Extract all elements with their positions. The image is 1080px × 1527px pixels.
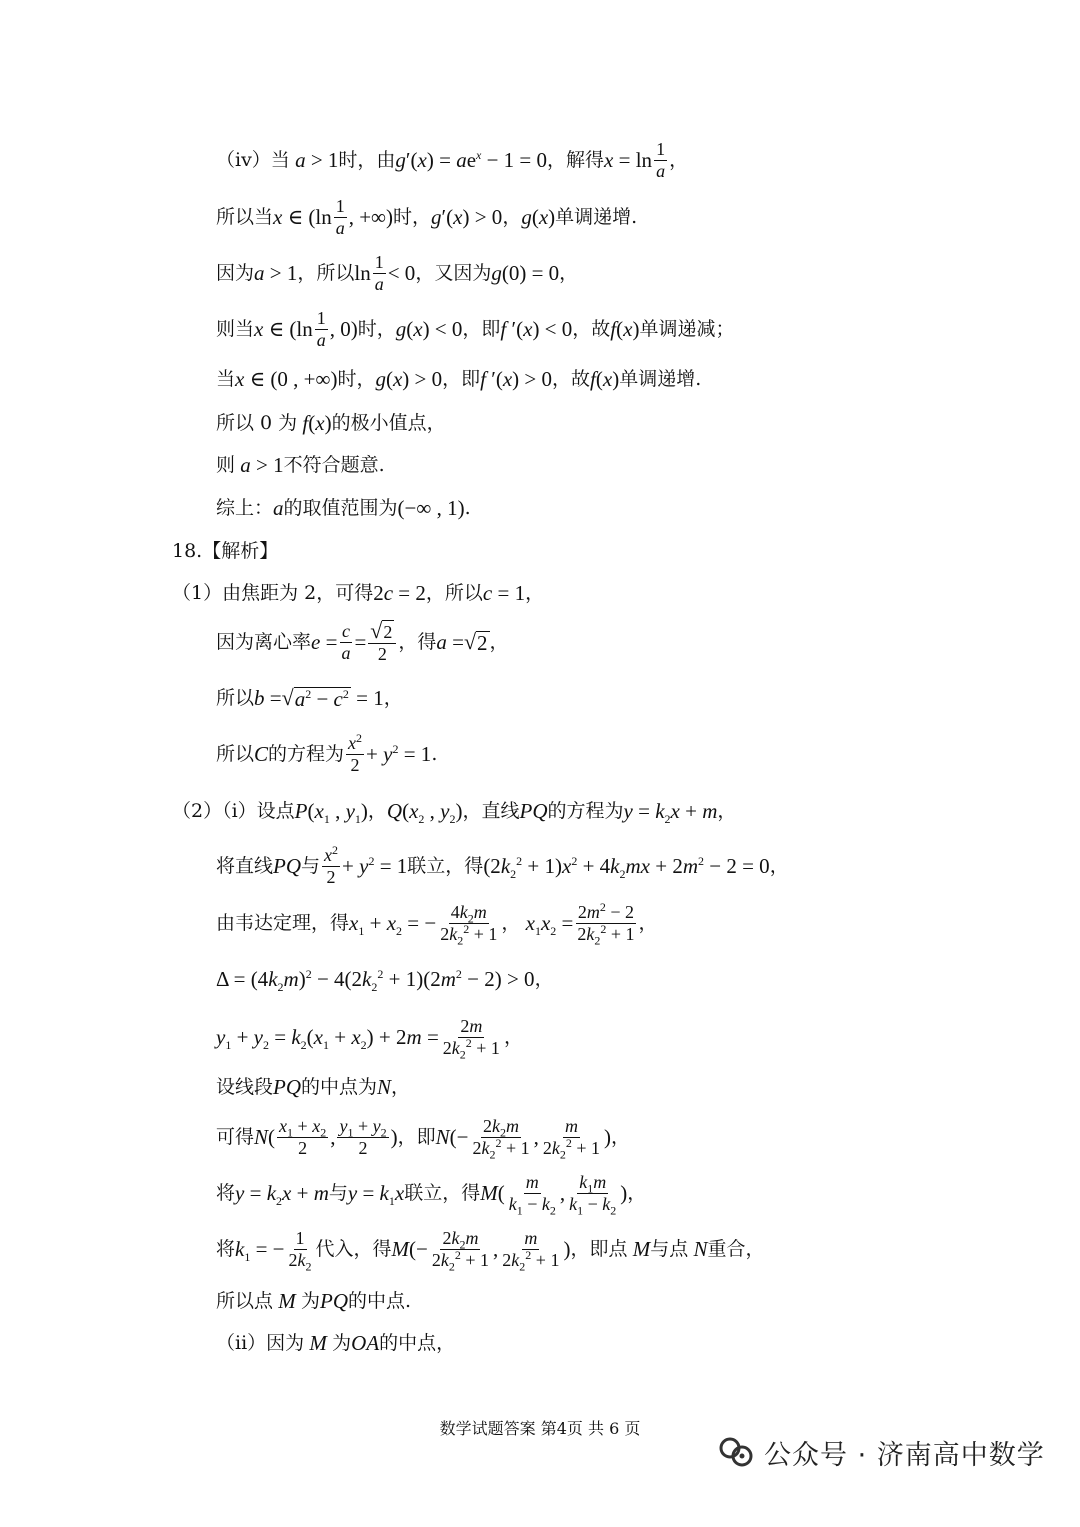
text-segment: ， <box>611 1125 631 1148</box>
fraction: $\frac{2m^2 - 2}{2k_2^2 + 1}$ <box>577 899 635 948</box>
text-segment: ， <box>503 1025 523 1048</box>
part-1-line-1 <box>172 580 544 606</box>
fraction: $\frac{4k_2m}{2k_2^2 + 1}$ <box>440 901 498 948</box>
math-inline: $x_1x_2$ = <box>525 910 574 938</box>
text-segment: ， <box>669 148 689 171</box>
part-2-line-4 <box>216 964 554 994</box>
wechat-watermark <box>716 1430 1045 1474</box>
text-segment: ，得 <box>398 630 437 653</box>
text-segment: 重合， <box>707 1237 765 1260</box>
fraction: $\frac{c}{a}$ <box>341 620 351 663</box>
text-segment: ， <box>534 967 554 990</box>
part-2-line-7 <box>216 1112 630 1162</box>
math-inline: $k_1$ = − <box>235 1236 285 1264</box>
text-segment: ，即点 <box>570 1237 628 1260</box>
math-inline: g(0) = 0 <box>491 260 560 285</box>
text-segment: 与点 <box>650 1237 689 1260</box>
part-2-line-6 <box>216 1074 410 1100</box>
math-inline: f ′(x) < 0 <box>500 316 573 341</box>
section-heading-text: 18.【解析】 <box>172 539 279 562</box>
math-inline: $(2k_2^2 + 1)x^2 + 4k_2mx + 2m^2 - 2 = 0$ <box>483 853 770 881</box>
math-inline: M <box>309 1330 327 1355</box>
math-inline: , <box>559 1180 566 1205</box>
text-segment: . <box>464 496 471 519</box>
line-2 <box>216 196 637 238</box>
text-segment: 的方程为 <box>268 742 345 765</box>
part-2-line-2 <box>216 842 789 890</box>
math-inline: $y = k_2x + m$ <box>235 1180 329 1208</box>
line-5 <box>216 366 701 392</box>
text-segment: 将 <box>216 1181 236 1204</box>
text-segment: 的中点. <box>348 1289 412 1312</box>
math-inline: , <box>493 1236 499 1261</box>
text-segment: 所以 <box>216 686 255 709</box>
math-inline: f(x) <box>590 366 620 391</box>
part-2-line-10 <box>216 1288 411 1314</box>
math-inline: a > 1 <box>240 452 284 477</box>
text-segment: 设线段 <box>216 1075 274 1098</box>
math-inline: f(x) <box>302 410 332 435</box>
math-inline: a > 1 <box>295 147 339 172</box>
math-inline: ) <box>620 1180 628 1205</box>
line-3 <box>216 252 578 294</box>
line-iv-case <box>216 140 688 180</box>
text-segment: 联立，得 <box>404 1181 481 1204</box>
text-segment: ， <box>627 1181 647 1204</box>
math-inline: , <box>330 1124 336 1149</box>
text-segment: ，即 <box>462 317 501 340</box>
text-segment: ， <box>717 799 737 822</box>
fraction: $\frac{k_1m}{k_1 - k_2}$ <box>569 1171 617 1218</box>
part-2-line-9 <box>216 1224 765 1274</box>
text-segment: 单调递减； <box>639 317 735 340</box>
text-segment: 当 <box>216 367 236 390</box>
page-footer: 数学试题答案 第4页 共 6 页 <box>439 1419 641 1438</box>
math-inline: PQ <box>320 1288 349 1313</box>
math-inline: x ∈ (0 , +∞) <box>235 366 338 391</box>
math-inline: ln <box>354 260 371 285</box>
sqrt: √ $a^2 - c^2$ <box>281 684 349 711</box>
text-segment: 的中点为 <box>301 1075 378 1098</box>
math-inline: ) <box>604 1124 612 1149</box>
math-inline: b = <box>254 685 282 710</box>
math-inline: f ′(x) > 0 <box>480 366 553 391</box>
text-segment: （iv）当 <box>216 148 290 171</box>
math-inline: $y = k_1x$ <box>347 1180 405 1208</box>
math-inline: N(− <box>435 1124 469 1149</box>
math-inline: a <box>273 495 284 520</box>
text-segment: ， <box>489 630 509 653</box>
math-inline: g′(x) > 0 <box>431 204 503 229</box>
fraction: $\frac{1}{a}$ <box>316 307 326 350</box>
fraction: $\frac{1}{a}$ <box>335 195 345 238</box>
math-inline: = <box>354 629 367 654</box>
text-segment: ， <box>501 911 521 934</box>
text-segment: 时， <box>393 205 432 228</box>
math-inline: x ∈ (ln <box>254 316 313 341</box>
math-inline: e = <box>311 629 338 654</box>
text-segment: ， <box>383 686 403 709</box>
math-inline: 2c = 2 <box>373 580 426 605</box>
math-inline: ) <box>390 1124 398 1149</box>
fraction: $\frac{x^2}{2}$ <box>348 730 363 775</box>
text-segment: ，直线 <box>462 799 520 822</box>
text-segment: 联立，得 <box>407 854 484 877</box>
math-inline: OA <box>351 1330 380 1355</box>
math-inline: $y_1 + y_2 = k_2(x_1 + x_2) + 2m$ = <box>216 1024 439 1052</box>
math-inline: M <box>278 1288 296 1313</box>
math-inline: + $y^2 = 1$ <box>366 741 432 766</box>
text-segment: ，即 <box>397 1125 436 1148</box>
fraction: $\frac{y_1 + y_2}{2}$ <box>339 1115 387 1158</box>
math-inline: a = <box>436 629 464 654</box>
text-segment: ， <box>525 581 545 604</box>
math-inline: M(− <box>391 1236 428 1261</box>
math-inline: PQ <box>273 1074 302 1099</box>
line-4 <box>216 308 734 350</box>
text-segment: 的方程为 <box>547 799 624 822</box>
text-segment: ，所以 <box>425 581 483 604</box>
math-inline: f(x) <box>610 316 640 341</box>
fraction: $\frac{x_1 + x_2}{2}$ <box>279 1115 327 1158</box>
math-inline: $y = k_2x + m$ <box>623 798 718 826</box>
text-segment: ，即 <box>442 367 481 390</box>
section-heading <box>172 538 278 564</box>
math-inline: N <box>693 1236 708 1261</box>
fraction: $\frac{2k_2m}{2k_2^2 + 1}$ <box>431 1227 490 1274</box>
math-inline: a > 1 <box>254 260 298 285</box>
math-inline: (−∞ , 1) <box>397 495 465 520</box>
math-inline: = 1 <box>350 685 384 710</box>
part-2-line-5 <box>216 1012 523 1062</box>
fraction: $\frac{1}{a}$ <box>656 138 666 181</box>
text-segment: 时， <box>357 317 396 340</box>
text-segment: ，故 <box>552 367 591 390</box>
text-segment: （2）（i）设点 <box>172 799 295 822</box>
text-segment: 所以 <box>216 742 255 765</box>
math-inline: $x_1 + x_2$ = − <box>349 910 437 938</box>
part-2-ii-line-1 <box>216 1330 455 1356</box>
math-inline: M <box>632 1236 651 1261</box>
math-inline: PQ <box>519 798 548 823</box>
math-inline: $Q(x_2$ , $y_2$) <box>386 798 463 826</box>
text-segment: 则当 <box>216 317 255 340</box>
text-segment: 与 <box>328 1181 348 1204</box>
text-segment: 单调递增. <box>619 367 702 390</box>
text-segment: ， <box>391 1075 411 1098</box>
fraction: $\frac{2k_2m}{2k_2^2 + 1}$ <box>472 1115 530 1162</box>
text-segment: ，解得 <box>547 148 605 171</box>
text-segment: 的极小值点， <box>331 411 446 434</box>
text-segment: ，所以 <box>297 261 355 284</box>
text-segment: 为 <box>301 1289 321 1312</box>
math-inline: , +∞) <box>348 204 394 229</box>
fraction: $\frac{m}{2k_2^2 + 1}$ <box>542 1115 601 1162</box>
math-inline: < 0 <box>387 260 416 285</box>
math-inline: $P(x_1$ , $y_1$) <box>294 798 368 826</box>
fraction: $\frac{m}{k_1 - k_2}$ <box>508 1171 556 1218</box>
math-inline: g(x) <box>521 204 556 229</box>
part-1-line-3 <box>216 682 403 714</box>
text-segment: 时， <box>337 367 376 390</box>
text-segment: 将直线 <box>216 854 274 877</box>
text-segment: ，故 <box>572 317 611 340</box>
text-segment: 综上： <box>216 496 274 519</box>
text-segment: 单调递增. <box>555 205 638 228</box>
text-segment: 时，由 <box>338 148 396 171</box>
part-2-line-8 <box>216 1168 646 1218</box>
text-segment: 与 <box>301 854 321 877</box>
part-1-line-2 <box>216 618 509 666</box>
fraction: $\frac{m}{2k_2^2 + 1}$ <box>502 1227 560 1274</box>
math-inline: PQ <box>273 853 302 878</box>
text-segment: ， <box>769 854 789 877</box>
text-segment: ， <box>559 261 579 284</box>
math-inline: , 0) <box>329 316 358 341</box>
text-segment: 因为离心率 <box>216 630 312 653</box>
text-segment: ，又因为 <box>415 261 492 284</box>
fraction: $\frac{2m}{2k_2^2 + 1}$ <box>442 1015 500 1062</box>
math-inline: , <box>533 1124 539 1149</box>
text-segment: 为 <box>332 1331 352 1354</box>
math-inline: $\Delta = (4k_2m)^2 - 4(2k_2^2 + 1)(2m^2 - 2) > 0$ <box>216 966 535 994</box>
text-segment: 所以当 <box>216 205 274 228</box>
text-segment: 可得 <box>216 1125 255 1148</box>
text-segment: （1）由焦距为 2，可得 <box>172 581 374 604</box>
text-segment: 因为 <box>216 261 255 284</box>
text-segment: 由韦达定理，得 <box>216 911 350 934</box>
text-segment: ， <box>502 205 522 228</box>
text-segment: 则 <box>216 453 236 476</box>
math-inline: x = ln <box>604 147 653 172</box>
line-7 <box>216 452 385 478</box>
part-1-line-4 <box>216 730 437 778</box>
math-inline: x ∈ (ln <box>273 204 332 229</box>
math-inline: M( <box>480 1180 505 1205</box>
sqrt: √ 2 <box>463 628 488 655</box>
math-inline: C <box>254 741 269 766</box>
text-segment: （ii）因为 <box>216 1331 305 1354</box>
text-segment: 不符合题意. <box>283 453 385 476</box>
math-inline: g(x) < 0 <box>395 316 463 341</box>
text-segment: 的取值范围为 <box>283 496 398 519</box>
math-inline: g(x) > 0 <box>375 366 443 391</box>
fraction: √ 2 2 <box>368 620 396 664</box>
text-segment: 代入，得 <box>315 1237 392 1260</box>
part-2-line-3 <box>216 898 658 948</box>
part-2-line-1 <box>172 798 736 824</box>
wechat-icon <box>716 1434 756 1470</box>
math-inline: $g'(x) = ae^x - 1 = 0$ <box>395 147 548 172</box>
text-segment: . <box>431 742 438 765</box>
math-inline: N <box>377 1074 392 1099</box>
text-segment: 所以 0 为 <box>216 411 298 434</box>
line-8 <box>216 495 471 521</box>
math-inline: ) <box>563 1236 571 1261</box>
fraction: $\frac{x^2}{2}$ <box>324 842 339 887</box>
text-segment: ， <box>367 799 387 822</box>
text-segment: 将 <box>216 1237 236 1260</box>
text-segment: 所以点 <box>216 1289 274 1312</box>
math-inline: c = 1 <box>482 580 526 605</box>
text-segment: 的中点， <box>379 1331 456 1354</box>
text-segment: ， <box>638 911 658 934</box>
math-inline: + $y^2 = 1$ <box>342 853 408 878</box>
math-inline: N( <box>254 1124 276 1149</box>
fraction: $\frac{1}{2k_2}$ <box>288 1227 312 1274</box>
brand-text: 公众号 · 济南高中数学 <box>764 1439 1045 1471</box>
line-6 <box>216 410 446 436</box>
fraction: $\frac{1}{a}$ <box>374 251 384 294</box>
